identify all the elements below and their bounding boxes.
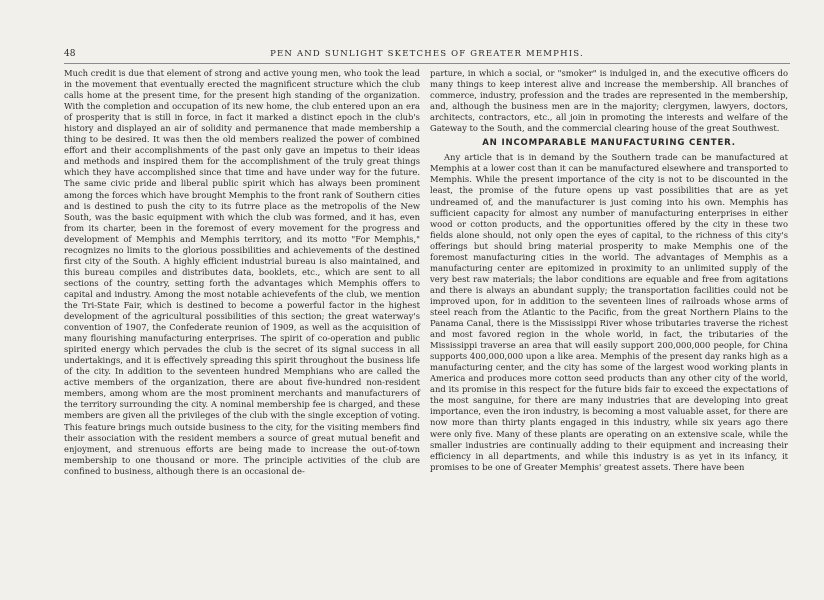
header-rule: [64, 63, 790, 64]
right-column: [430, 68, 788, 473]
section-heading: AN INCOMPARABLE MANUFACTURING CENTER.: [482, 138, 736, 149]
page-header: [64, 48, 790, 62]
left-column: [64, 68, 420, 477]
running-title: PEN AND SUNLIGHT SKETCHES OF GREATER MEMPHIS.: [270, 49, 584, 59]
section-paragraph: Any article that is in demand by the Southern trade can be manufactured at Memphis at a lower cost than it can be manufactured elsewhere and transported to Memphis. While the present importance of the city is not to be discounted in the least, the promise of the future opens up vast possibilities that are as yet undreamed of, and the manufacturer is just coming into his own. Memphis has sufficient capacity for almost any number of manufacturing enterprises in either wood or cotton products, and the opportunities offered by the city in these two fields alone should, not only open the eyes of capital, to the richness of this city's offerings but should bring material prosperity to make Memphis one of the foremost manufacturing cities in the world. The advantages of Memphis as a manufacturing center are epitomized in proximity to an unlimited supply of the very best raw materials; the labor conditions are equable and free from agitations and there is always an abundant supply; the transportation facilities could not be improved upon, for in addition to the seventeen lines of railroads whose arms of steel reach from the Atlantic to the Pacific, from the great Northern Plains to the Panama Canal, there is the Mississippi River whose tributaries traverse the richest and most favored region in the whole world, in fact, the tributaries of the Mississippi traverse an area that will easily support 200,000,000 people, for China supports 400,000,000 upon a like area. Memphis of the present day ranks high as a manufacturing center, and the city has some of the largest wood working plants in America and produces more cotton seed products than any other city of the world, and its promise in this respect for the future bids fair to exceed the expectations of the most sanguine, for there are many industries that are developing into great importance, even the iron industry, is becoming a most valuable asset, for there are now more than thirty plants engaged in this industry, while six years ago there were only five. Many of these plants are operating on an extensive scale, while the smaller industries are continually adding to their equipment and increasing their efficiency in all departments, and while this industry is as yet in its infancy, it promises to be one of Greater Memphis' greatest assets. There have been: [430, 152, 788, 472]
left-column-paragraph: Much credit is due that element of strong and active young men, who took the lead in the movement that eventually erected the magnificent structure which the club calls home at the present time, for the present high standing of the organization. With the completion and occupation of its new home, the club entered upon an era of prosperity that is still in force, in fact it marked a distinct epoch in the club's history and displayed an air of solidity and permanence that made membership a thing to be desired. It was then the old members realized the power of combined effort and their accomplishments of the past only gave an impetus to their ideas and methods and inspired them for the accomplishment of the truly great things which they have accomplished since that time and have under way for the future. The same civic pride and liberal public spirit which has always been prominent among the forces which have brought Memphis to the front rank of Southern cities and is destined to push the city to its futrre place as the metropolis of the New South, was the basic equipment with which the club was formed, and it has, even from its charter, been in the foremost of every movement for the progress and development of Memphis and Memphis territory, and its motto "For Memphis," recognizes no limits to the glorious possibilities and achievements of the destined first city of the South. A highly efficient industrial bureau is also maintained, and this bureau compiles and distributes data, booklets, etc., which are sent to all sections of the country, setting forth the advantages which Memphis offers to capital and industry. Among the most notable achievefents of the club, we mention the Tri-State Fair, which is destined to become a powerful factor in the highest development of the agricultural possibilities of this section; the great waterway's convention of 1907, the Confederate reunion of 1909, as well as the acquisition of many flourishing manufacturing enterprises. The spirit of co-operation and public spirited energy which pervades the club is the secret of its signal success in all undertakings, and it is effectively spreading this spirit throughout the business life of the city. In addition to the seventeen hundred Memphians who are called the active members of the organization, there are about five-hundred non-resident members, among whom are the most prominent merchants and manufacturers of the territory surrounding the city. A nominal membership fee is charged, and these members are given all the privileges of the club with the single exception of voting. This feature brings much outside business to the city, for the visiting members find their association with the resident members a source of great mutual benefit and enjoyment, and strenuous efforts are being made to increase the out-of-town membership to one thousand or more. The principle activities of the club are confined to business, although there is an occasional de-: [64, 68, 420, 476]
right-column-continuation: parture, in which a social, or "smoker" is indulged in, and the executive officers do many things to keep interest alive and increase the membership. All branches of commerce, industry, profession and the trades are represented in the membership, and, although the business men are in the majority; clergymen, lawyers, doctors, architects, contractors, etc., all join in promoting the interests and welfare of the Gateway to the South, and the commercial clearing house of the great Southwest.: [430, 68, 788, 134]
page-number: 48: [64, 49, 76, 59]
